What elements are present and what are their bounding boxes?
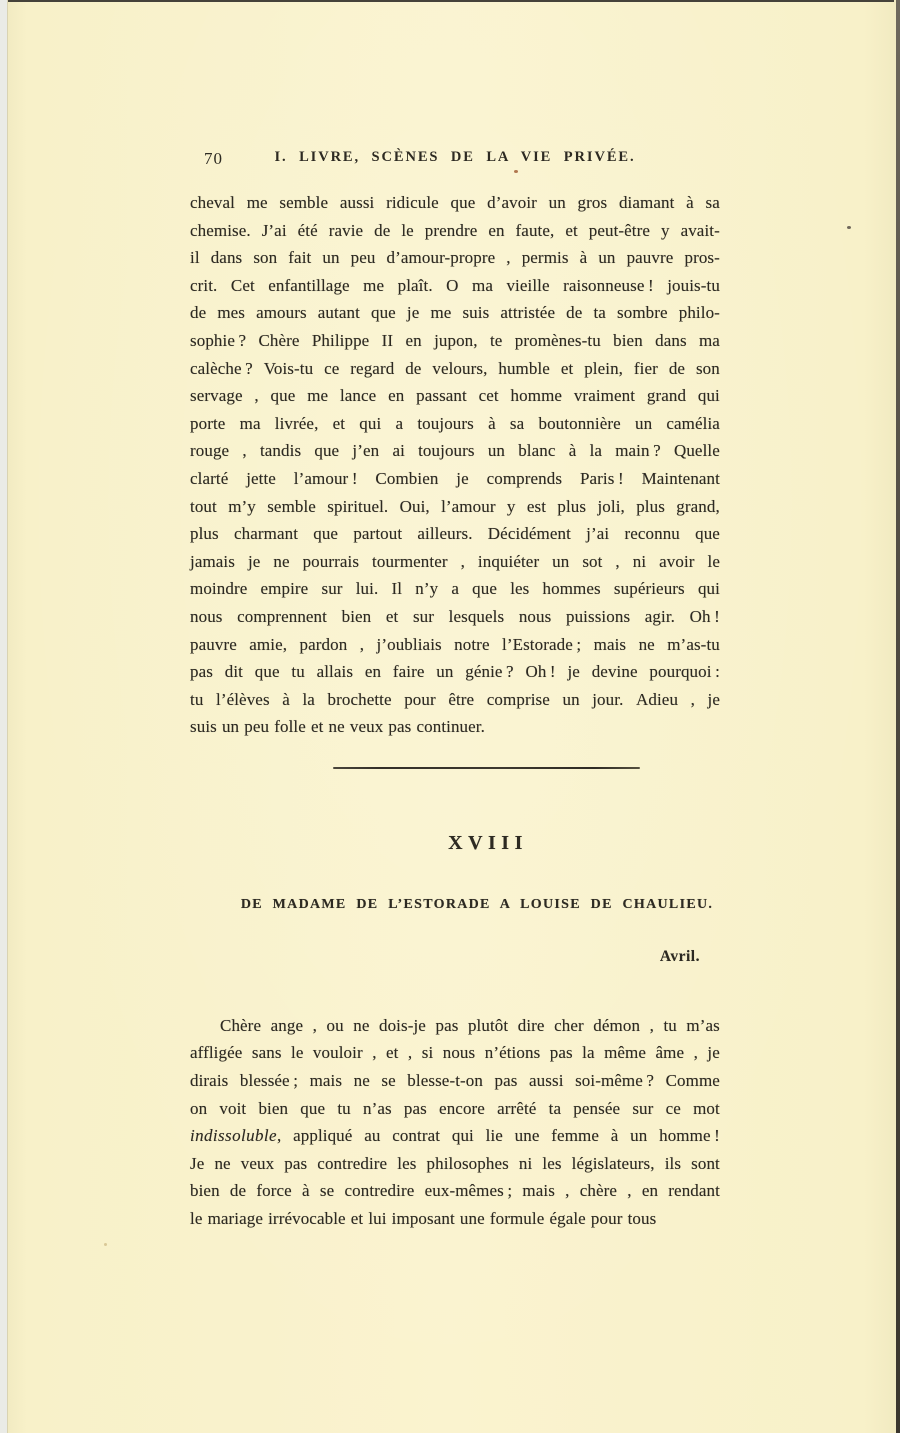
text-line: tu l’élèves à la brochette pour être comprise un jour. Adieu , je (190, 689, 720, 709)
paragraph-2 (190, 1012, 720, 1233)
text-line: de mes amours autant que je me suis attristée de ta sombre philo- (190, 303, 720, 323)
page-number: 70 (204, 149, 223, 168)
scan-edge-right (896, 0, 900, 1433)
text-line: pas dit que tu allais en faire un génie ? Oh ! je devine pourquoi : (190, 662, 720, 682)
text-line: cheval me semble aussi ridicule que d’avoir un gros diamant à sa (190, 193, 720, 212)
text-line: servage , que me lance en passant cet homme vraiment grand qui (190, 386, 720, 406)
running-title: I. LIVRE, SCÈNES DE LA VIE PRIVÉE. (274, 149, 636, 165)
letter-heading: DE MADAME DE L’ESTORADE A LOUISE DE CHAULIEU. (240, 896, 714, 912)
text-line: tout m’y semble spirituel. Oui, l’amour y est plus joli, plus grand, (190, 496, 720, 516)
text-line: Je ne veux pas contredire les philosophes ni les législateurs, ils sont (190, 1153, 720, 1173)
paragraph-1 (190, 189, 720, 741)
text-line: calèche ? Vois-tu ce regard de velours, humble et plein, fier de son (190, 358, 720, 378)
chapter-number: XVIII (448, 831, 528, 854)
text-line: chemise. J’ai été ravie de le prendre en faute, et peut-être y avait- (190, 220, 720, 240)
text-line: nous comprennent bien et sur lesquels nous puissions agir. Oh ! (190, 606, 720, 626)
text-line: le mariage irrévocable et lui imposant une formule égale pour tous (190, 1209, 657, 1229)
text-line: rouge , tandis que j’en ai toujours un blanc à la main ? Quelle (190, 441, 720, 461)
text-line: crit. Cet enfantillage me plaît. O ma vieille raisonneuse ! jouis-tu (190, 275, 720, 295)
scan-speck (847, 226, 851, 229)
scan-edge-left (0, 0, 8, 1433)
text-line: bien de force à se contredire eux-mêmes ; mais , chère , en rendant (190, 1181, 720, 1201)
running-header (190, 148, 720, 170)
scan-speck (104, 1243, 107, 1246)
text-line: moindre empire sur lui. Il n’y a que les hommes supérieurs qui (190, 579, 720, 599)
text-line: sophie ? Chère Philippe II en jupon, te promènes-tu bien dans ma (190, 330, 720, 350)
text-column (190, 0, 720, 1233)
text-line: clarté jette l’amour ! Combien je comprends Paris ! Maintenant (190, 468, 720, 488)
dateline: Avril. (659, 947, 700, 965)
section-divider-rule (333, 767, 640, 769)
text-line: suis un peu folle et ne veux pas continuer. (190, 717, 485, 737)
text-line: plus charmant que partout ailleurs. Décidément j’ai reconnu que (190, 524, 720, 544)
text-line: porte ma livrée, et qui a toujours à sa boutonnière un camélia (190, 413, 720, 433)
text-line: pauvre amie, pardon , j’oubliais notre l’Estorade ; mais ne m’as-tu (190, 634, 720, 654)
text-line: Chère ange , ou ne dois-je pas plutôt dire cher démon , tu m’as (220, 1015, 720, 1035)
text-line: indissoluble, appliqué au contrat qui lie une femme à un homme ! (190, 1126, 720, 1146)
text-line: dirais blessée ; mais ne se blesse-t-on pas aussi soi-même ? Comme (190, 1071, 720, 1091)
text-line: affligée sans le vouloir , et , si nous n’étions pas la même âme , je (190, 1043, 720, 1063)
text-line: jamais je ne pourrais tourmenter , inquiéter un sot , ni avoir le (190, 551, 720, 571)
text-line: il dans son fait un peu d’amour-propre , permis à un pauvre pros- (190, 248, 720, 268)
text-line: on voit bien que tu n’as pas encore arrêté ta pensée sur ce mot (190, 1098, 720, 1118)
